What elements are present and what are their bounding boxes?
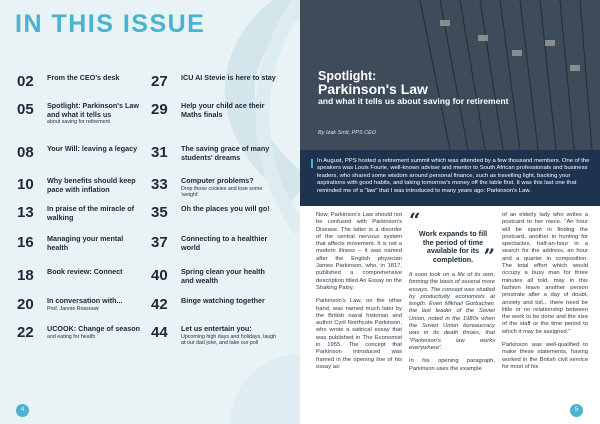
toc-title: In praise of the miracle of walking	[47, 204, 135, 222]
toc-page-number: 42	[151, 296, 168, 313]
toc-title: Computer problems?	[181, 176, 254, 185]
toc-page-number: 18	[17, 267, 34, 284]
toc-page-number: 22	[17, 324, 34, 341]
toc-title: In conversation with...	[47, 296, 123, 305]
toc-item[interactable]	[151, 325, 279, 346]
toc-page-number: 33	[151, 176, 168, 193]
toc-item[interactable]	[151, 205, 279, 220]
toc-text	[47, 102, 143, 126]
toc-text	[47, 235, 143, 252]
column-3	[502, 212, 588, 412]
col1-paragraph-1: Now, Parkinson's Law should not be confused with Parkinson's Disease. The latter is a disorder of the central nervous system that affects movement. It is not a modern illness – it was named after the English physician James Parkinson, who, in 1817, published a comprehensive description titled An Essay on the Shaking Palsy.	[316, 212, 402, 291]
issue-heading: IN THIS ISSUE	[15, 10, 206, 38]
col1-paragraph-2: Parkinson's Law, on the other hand, was named much later by the British naval historian and author Cyril Northcote Parkinson, who wrote a satirical essay that was published in The Economist in 1955. The concept that Parkinson introduced was framed in the opening line of his essay as:	[316, 298, 402, 370]
toc-page-number: 44	[151, 324, 168, 341]
spotlight-title: Parkinson's Law	[318, 81, 428, 97]
toc-item[interactable]	[151, 145, 279, 162]
toc-item[interactable]	[17, 205, 145, 222]
toc-title: The saving grace of many students' dreams	[181, 144, 270, 162]
toc-text	[47, 297, 143, 312]
toc-subtitle: about saving for retirement	[47, 119, 111, 126]
page-number-right: 5	[570, 404, 583, 417]
article-title	[318, 70, 428, 97]
toc-title: Oh the places you will go!	[181, 204, 270, 213]
toc-item[interactable]	[17, 145, 145, 160]
toc-page-number: 05	[17, 101, 34, 118]
toc-subtitle: Prof. Jannie Rossouw	[47, 305, 99, 312]
toc-text	[181, 297, 277, 306]
open-quote-icon: “	[409, 208, 421, 232]
toc-title: Book review: Connect	[47, 267, 123, 276]
close-quote-icon: ”	[483, 244, 495, 268]
toc-item[interactable]	[17, 177, 145, 194]
toc-item[interactable]	[17, 235, 145, 252]
column-2	[409, 272, 495, 412]
col3-paragraph-1: of an elderly lady who writes a postcard to her niece. "An hour will be spent in finding the postcard, another in hunting for spectacles, half-an-hour in a search for the address, an hour and a quarter in composition. The total effort which would occupy a busy man for three minutes all told, may in this fashion leave another person prostrate after a day of doubt, anxiety and toil... there need be little or no relationship between the work to be done and the size of the staff or the time period to which it may be assigned."	[502, 212, 588, 335]
pull-quote	[409, 208, 495, 268]
toc-item[interactable]	[17, 325, 145, 340]
toc-text	[47, 145, 143, 154]
toc-text	[47, 177, 143, 194]
toc-text	[47, 205, 143, 222]
toc-page-number: 31	[151, 144, 168, 161]
col2-paragraph-1: It soon took on a life of its own, forming the basis of several more essays. The concept was studied by productivity economists at length. Even Mikhail Gorbachev, the last leader of the Soviet Union, noted in the 1980s when the Soviet Union bureaucracy was in its death throes, that "Parkinson's law works everywhere".	[409, 272, 495, 351]
toc-item[interactable]	[151, 177, 279, 198]
intro-text: In August, PPS hosted a retirement summit which was attended by a few thousand members. One of the speakers was Louis Fourie, well-known adviser and mentor to South African professionals and business leaders, who shared some wisdom around personal finance, such as travelling light, backing your aspirations with good habits, and taking tomorrow's money off the table first. It was this last one that reminded me of a "law" that I was introduced to many years ago: Parkinson's Law.	[317, 158, 590, 194]
toc-page-number: 29	[151, 101, 168, 118]
pull-quote-text: Work expands to fill the period of time available for its completion.	[418, 229, 488, 264]
byline: By Izak Smit, PPS CEO	[318, 130, 377, 136]
toc-title: Let us entertain you:	[181, 324, 252, 333]
toc-page-number: 13	[17, 204, 34, 221]
toc-title: From the CEO's desk	[47, 73, 120, 82]
toc-page-number: 37	[151, 234, 168, 251]
toc-title: Your Will: leaving a legacy	[47, 144, 138, 153]
toc-item[interactable]	[151, 297, 279, 312]
toc-text	[181, 102, 277, 119]
toc-item[interactable]	[151, 235, 279, 252]
toc-item[interactable]	[151, 74, 279, 89]
toc-subtitle: Upcoming high days and holidays, laugh at our dad joke, and take our poll	[181, 333, 277, 346]
toc-text	[181, 235, 277, 252]
toc-title: UCOOK: Change of season	[47, 324, 141, 333]
spotlight-label: Spotlight:	[318, 69, 377, 83]
article-page	[300, 0, 600, 424]
toc-page-number: 08	[17, 144, 34, 161]
toc-text	[181, 205, 277, 214]
toc-text	[181, 177, 277, 198]
toc-page-number: 10	[17, 176, 34, 193]
toc-item[interactable]	[17, 297, 145, 312]
toc-text	[47, 325, 143, 340]
toc-title: Binge watching together	[181, 296, 265, 305]
col2-paragraph-2: In his opening paragraph, Parkinson uses the example	[409, 358, 495, 372]
toc-title: Managing your mental health	[47, 234, 124, 252]
toc-page-number: 27	[151, 73, 168, 90]
toc-title: Spotlight: Parkinson's Law and what it tells us	[47, 101, 139, 119]
toc-text	[181, 145, 277, 162]
toc-text	[181, 74, 277, 83]
col3-paragraph-2: Parkinson was well-qualified to make these statements, having worked in the British civil service for most of his	[502, 342, 588, 370]
toc-title: Connecting to a healthier world	[181, 234, 268, 252]
toc-page-number: 02	[17, 73, 34, 90]
toc-page-number: 40	[151, 267, 168, 284]
toc-title: ICU AI Stevie is here to stay	[181, 73, 276, 82]
toc-title: Why benefits should keep pace with inflation	[47, 176, 136, 194]
hero-photo	[300, 0, 600, 150]
article-subtitle: and what it tells us about saving for retirement	[318, 96, 509, 106]
toc-title: Help your child ace their Maths finals	[181, 101, 265, 119]
toc-item[interactable]	[17, 102, 145, 126]
toc-item[interactable]	[17, 268, 145, 283]
toc-text	[47, 268, 143, 277]
toc-subtitle: Drop those cookies and lose some 'weight'	[181, 185, 263, 198]
column-1	[316, 212, 402, 412]
toc-page-number: 35	[151, 204, 168, 221]
page-number-left: 4	[16, 404, 29, 417]
toc-item[interactable]	[151, 102, 279, 119]
toc-item[interactable]	[17, 74, 145, 89]
toc-text	[181, 268, 277, 285]
toc-page-number: 16	[17, 234, 34, 251]
toc-subtitle: and eating for health	[47, 333, 96, 340]
toc-text	[181, 325, 277, 346]
toc-title: Spring clean your health and wealth	[181, 267, 265, 285]
toc-item[interactable]	[151, 268, 279, 285]
intro-accent-bar	[311, 159, 313, 168]
toc-page-number: 20	[17, 296, 34, 313]
intro-box	[300, 150, 600, 206]
toc-text	[47, 74, 143, 83]
